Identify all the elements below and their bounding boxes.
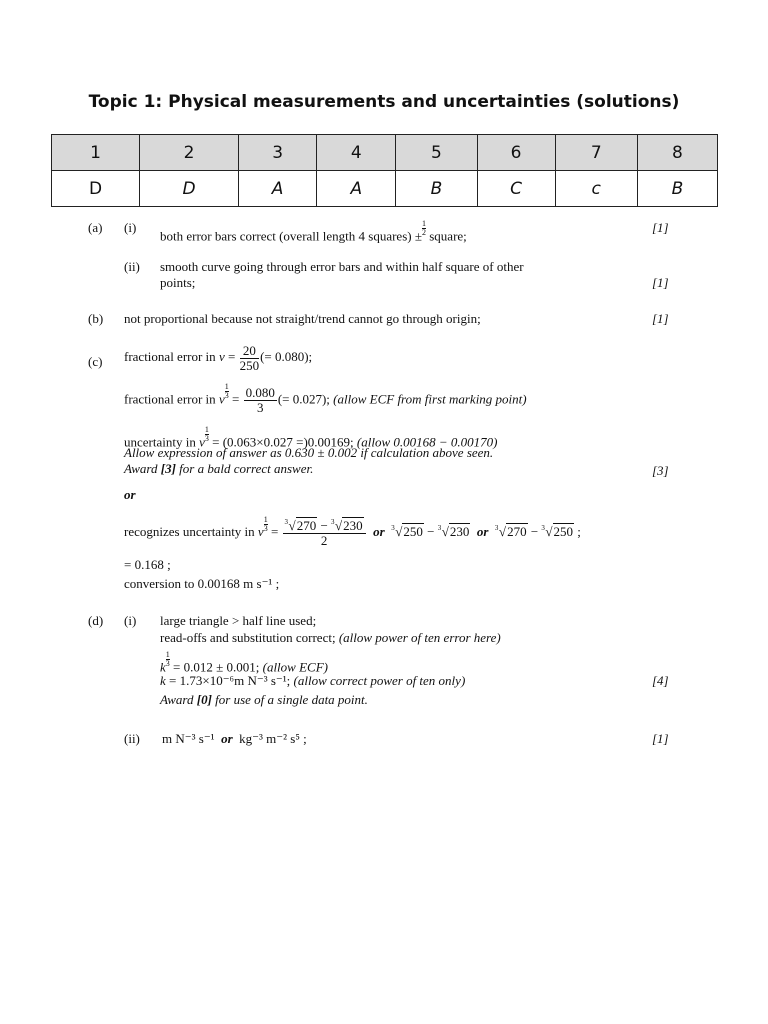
part-c-line3-post: = (0.063×0.027 =)0.00169; (212, 434, 354, 450)
answer-table-header-row (52, 135, 718, 171)
part-b-mark: [1] (652, 311, 669, 326)
part-c-line1-post: (= 0.080); (260, 349, 313, 364)
answer-cell: A (317, 171, 396, 207)
cube-root-value: 250 (403, 524, 423, 539)
part-c-alt-line3: conversion to 0.00168 m s⁻¹ ; (124, 576, 280, 591)
part-a-ii-text-line1: smooth curve going through error bars and within half square of other (160, 259, 524, 274)
question-number-cell: 7 (555, 135, 637, 171)
part-d-ii-unit-b: kg⁻³ m⁻² s⁵ ; (239, 731, 307, 746)
part-d-i-line2-text: read-offs and substitution correct; (160, 630, 336, 645)
part-c-line4: Allow expression of answer as 0.630 ± 0.002 if calculation above seen. (124, 445, 494, 460)
part-d-i-line3-text: = 0.012 ± 0.001; (173, 659, 260, 675)
part-a-i-text-pre: both error bars correct (overall length 4 squares) ± (160, 228, 422, 244)
fraction-denominator: 250 (239, 357, 260, 373)
answer-cell: A (239, 171, 317, 207)
answer-cell: C (477, 171, 555, 207)
part-a-i-label: (i) (124, 220, 137, 235)
part-d-i-label: (i) (124, 613, 137, 628)
question-number-cell: 8 (637, 135, 717, 171)
part-c-line1: fractional error in v = $\frac{20}{250}$ (= 0.080); (124, 342, 313, 373)
part-d-i-mark: [4] (652, 673, 669, 688)
answer-cell: B (637, 171, 717, 207)
part-c-label: (c) (88, 354, 103, 369)
part-c-line5-bold: [3] (160, 461, 176, 476)
fraction-denominator: 3 (256, 399, 264, 415)
part-d-i-line2-note: (allow power of ten error here) (338, 630, 501, 645)
fraction-numerator: 0.080 (245, 384, 275, 400)
part-a-label: (a) (88, 220, 103, 235)
part-d-i-line4: k = 1.73×10⁻⁶m N⁻³ s⁻¹; (allow correct power of ten only) (160, 673, 466, 688)
part-a-ii-label: (ii) (124, 259, 140, 274)
part-d-ii-mark: [1] (652, 731, 669, 746)
part-d-i-line4-note: (allow correct power of ten only) (293, 673, 466, 688)
part-d-i-line3-note: (allow ECF) (262, 659, 328, 675)
answer-cell: D (140, 171, 239, 207)
or-label: or (476, 524, 489, 539)
part-a-ii-mark: [1] (652, 275, 669, 290)
part-b-label: (b) (88, 311, 104, 326)
part-d-i-line5-post: for use of a single data point. (215, 692, 368, 707)
answer-cell: c (555, 171, 637, 207)
cube-root-value: 230 (449, 524, 470, 539)
part-d-i-line3: k $\frac{1}{3}$ = 0.012 ± 0.001; (allow ECF) (160, 650, 328, 675)
part-d-ii-unit-a: m N⁻³ s⁻¹ (162, 731, 215, 746)
part-c-line5 (124, 461, 313, 477)
fraction: 3 √270 − 3 √230 2 (283, 519, 366, 548)
part-c-line2-post: (= 0.027); (277, 391, 330, 407)
part-b-text: not proportional because not straight/trend cannot go through origin; (124, 311, 481, 326)
part-c-alt-line2: = 0.168 ; (124, 557, 171, 572)
part-c-line2-note: (allow ECF from first marking point) (333, 391, 527, 407)
part-c-or: or (124, 487, 136, 502)
or-label: or (221, 731, 233, 746)
answer-cell: D (52, 171, 140, 207)
part-c-line5-post: for a bald correct answer. (179, 461, 314, 476)
fraction (240, 344, 260, 373)
cube-root-value: 230 (343, 517, 363, 533)
fraction-denominator: 2 (320, 532, 328, 548)
part-c-line1-pre: fractional error in (124, 349, 216, 364)
question-number-cell: 5 (396, 135, 477, 171)
part-d-i-line5-pre: Award (160, 692, 194, 707)
fraction-numerator: 20 (240, 344, 260, 359)
variable-v: v (257, 524, 264, 539)
part-a-i-text: both error bars correct (overall length 4 squares) ± $\frac{1}{2}$ square; (160, 219, 467, 244)
answer-cell: B (396, 171, 477, 207)
part-c-line3-note: (allow 0.00168 − 0.00170) (356, 434, 498, 450)
part-d-i-line5 (160, 692, 368, 708)
part-d-ii-text (162, 731, 307, 747)
part-c-line3: uncertainty in v $\frac{1}{3}$ = (0.063×0.027 =)0.00169; (allow 0.00168 − 0.00170) (124, 425, 498, 450)
part-c-mark: [3] (652, 463, 669, 478)
part-c-line2: fractional error in v $\frac{1}{3}$ = $\frac{0.080}{3}$ (= 0.027); (allow ECF from first marking point) (124, 382, 527, 415)
variable-v: v (199, 434, 205, 450)
part-c-alt-line1: recognizes uncertainty in v $\frac{1}{3}$ = 3 √270 − 3 √230 2 or 3 √250 − 3 √230 or 3 √270 − 3 √250 ; (124, 514, 581, 548)
question-number-cell: 2 (140, 135, 239, 171)
answer-table (51, 134, 718, 207)
cube-root-value: 270 (296, 517, 317, 533)
question-number-cell: 6 (477, 135, 555, 171)
part-a-i-mark: [1] (652, 220, 669, 235)
question-number-cell: 3 (239, 135, 317, 171)
cube-root-value: 250 (553, 524, 574, 539)
page-title: Topic 1: Physical measurements and uncertainties (solutions) (88, 92, 680, 112)
fraction (244, 386, 277, 415)
question-number-cell: 1 (52, 135, 140, 171)
part-c-line3-pre: uncertainty in (124, 434, 196, 450)
part-a-ii-text-line2: points; (160, 275, 196, 290)
or-label: or (373, 524, 385, 539)
part-d-i-line5-bold: [0] (196, 692, 212, 707)
part-a-i-text-post: square; (429, 228, 467, 244)
part-d-i-line4-text: = 1.73×10⁻⁶m N⁻³ s⁻¹; (169, 673, 291, 688)
part-c-alt-pre: recognizes uncertainty in (124, 524, 255, 539)
answer-table-answer-row (52, 171, 718, 207)
part-d-i-line1: large triangle > half line used; (160, 613, 317, 628)
cube-root-value: 270 (507, 524, 527, 539)
part-d-i-line2 (160, 630, 501, 646)
question-number-cell: 4 (317, 135, 396, 171)
part-c-line2-pre: fractional error in (124, 391, 216, 407)
part-d-ii-label: (ii) (124, 731, 140, 746)
part-d-label: (d) (88, 613, 104, 628)
variable-v: v (218, 391, 225, 407)
variable-v: v (218, 349, 225, 364)
part-c-line5-pre: Award (124, 461, 158, 476)
